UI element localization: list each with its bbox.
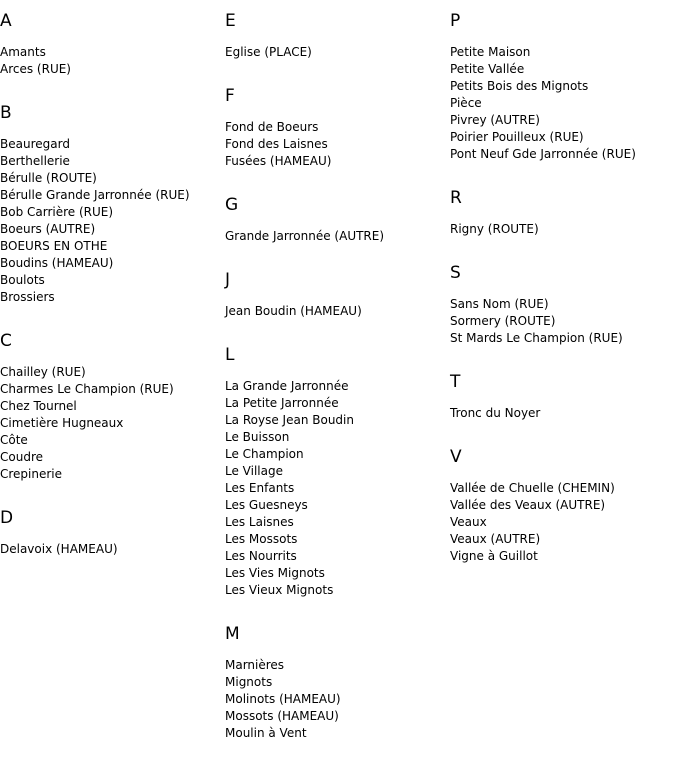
- street-link[interactable]: Fusées (HAMEAU): [225, 154, 332, 168]
- street-link[interactable]: Les Laisnes: [225, 515, 294, 529]
- street-link[interactable]: La Royse Jean Boudin: [225, 413, 354, 427]
- letter-group: [450, 10, 670, 163]
- letter-heading: J: [225, 270, 231, 290]
- street-link[interactable]: Sormery (ROUTE): [450, 314, 556, 328]
- street-link[interactable]: Jean Boudin (HAMEAU): [225, 304, 362, 318]
- letter-group: [450, 187, 670, 238]
- letter-group: [450, 371, 670, 422]
- street-link[interactable]: Amants: [0, 45, 46, 59]
- letter-heading: V: [450, 447, 462, 467]
- street-link[interactable]: Sans Nom (RUE): [450, 297, 549, 311]
- letter-group: [225, 10, 445, 61]
- street-link[interactable]: Molinots (HAMEAU): [225, 692, 341, 706]
- street-link[interactable]: Chailley (RUE): [0, 365, 86, 379]
- street-link[interactable]: Vigne à Guillot: [450, 549, 538, 563]
- street-link[interactable]: Tronc du Noyer: [450, 406, 541, 420]
- letter-group: [225, 623, 445, 742]
- street-link[interactable]: Crepinerie: [0, 467, 63, 481]
- letter-group: [450, 446, 670, 565]
- street-link[interactable]: Delavoix (HAMEAU): [0, 542, 118, 556]
- street-list: [225, 44, 445, 61]
- street-link[interactable]: Charmes Le Champion (RUE): [0, 382, 174, 396]
- street-link[interactable]: Côte: [0, 433, 28, 447]
- street-link[interactable]: BOEURS EN OTHE: [0, 239, 108, 253]
- street-link[interactable]: Moulin à Vent: [225, 726, 307, 740]
- street-list: [225, 657, 445, 742]
- street-list: [0, 541, 220, 558]
- street-link[interactable]: Cimetière Hugneaux: [0, 416, 124, 430]
- letter-heading: C: [0, 331, 12, 351]
- street-link[interactable]: Les Enfants: [225, 481, 295, 495]
- street-link[interactable]: Beauregard: [0, 137, 70, 151]
- index-column: [450, 10, 670, 589]
- street-list: [225, 303, 445, 320]
- street-list: [450, 221, 670, 238]
- street-link[interactable]: Fond des Laisnes: [225, 137, 328, 151]
- street-link[interactable]: Petite Vallée: [450, 62, 525, 76]
- street-link[interactable]: Marnières: [225, 658, 285, 672]
- letter-heading: A: [0, 11, 12, 31]
- street-link[interactable]: Vallée de Chuelle (CHEMIN): [450, 481, 615, 495]
- street-link[interactable]: Veaux: [450, 515, 487, 529]
- street-link[interactable]: Petite Maison: [450, 45, 531, 59]
- letter-heading: G: [225, 195, 239, 215]
- street-link[interactable]: Le Village: [225, 464, 283, 478]
- street-link[interactable]: Pivrey (AUTRE): [450, 113, 540, 127]
- index-column: [0, 10, 220, 582]
- street-link[interactable]: Les Vieux Mignots: [225, 583, 334, 597]
- street-link[interactable]: Berthellerie: [0, 154, 70, 168]
- letter-group: [450, 262, 670, 347]
- street-list: [0, 136, 220, 306]
- street-list: [0, 44, 220, 78]
- letter-heading: F: [225, 86, 235, 106]
- street-link[interactable]: Pont Neuf Gde Jarronnée (RUE): [450, 147, 636, 161]
- street-link[interactable]: Pièce: [450, 96, 482, 110]
- index-column: [225, 10, 445, 766]
- letter-heading: D: [0, 508, 14, 528]
- letter-group: [225, 269, 445, 320]
- street-list: [450, 44, 670, 163]
- street-link[interactable]: Le Buisson: [225, 430, 290, 444]
- letter-group: [225, 85, 445, 170]
- street-list: [225, 119, 445, 170]
- street-list: [225, 378, 445, 599]
- letter-group: [0, 10, 220, 78]
- street-link[interactable]: La Petite Jarronnée: [225, 396, 339, 410]
- letter-heading: E: [225, 11, 236, 31]
- street-link[interactable]: Chez Tournel: [0, 399, 77, 413]
- letter-heading: P: [450, 11, 461, 31]
- street-link[interactable]: Le Champion: [225, 447, 304, 461]
- letter-group: [225, 344, 445, 599]
- street-link[interactable]: Les Mossots: [225, 532, 298, 546]
- street-link[interactable]: Fond de Boeurs: [225, 120, 319, 134]
- street-link[interactable]: St Mards Le Champion (RUE): [450, 331, 623, 345]
- letter-heading: L: [225, 345, 235, 365]
- street-link[interactable]: Les Nourrits: [225, 549, 297, 563]
- street-list: [450, 480, 670, 565]
- street-link[interactable]: Coudre: [0, 450, 43, 464]
- street-link[interactable]: Boudins (HAMEAU): [0, 256, 114, 270]
- street-link[interactable]: Veaux (AUTRE): [450, 532, 541, 546]
- street-link[interactable]: Les Guesneys: [225, 498, 308, 512]
- letter-group: [0, 507, 220, 558]
- street-list: [0, 364, 220, 483]
- street-link[interactable]: La Grande Jarronnée: [225, 379, 349, 393]
- letter-heading: B: [0, 103, 12, 123]
- street-link[interactable]: Petits Bois des Mignots: [450, 79, 589, 93]
- street-link[interactable]: Vallée des Veaux (AUTRE): [450, 498, 606, 512]
- letter-heading: T: [450, 372, 461, 392]
- letter-group: [0, 330, 220, 483]
- street-link[interactable]: Les Vies Mignots: [225, 566, 325, 580]
- street-link[interactable]: Mignots: [225, 675, 273, 689]
- street-link[interactable]: Brossiers: [0, 290, 55, 304]
- street-link[interactable]: Grande Jarronnée (AUTRE): [225, 229, 385, 243]
- street-link[interactable]: Mossots (HAMEAU): [225, 709, 339, 723]
- street-link[interactable]: Bob Carrière (RUE): [0, 205, 114, 219]
- street-link[interactable]: Rigny (ROUTE): [450, 222, 539, 236]
- street-list: [225, 228, 445, 245]
- street-list: [450, 405, 670, 422]
- letter-heading: M: [225, 624, 240, 644]
- letter-group: [225, 194, 445, 245]
- street-link[interactable]: Arces (RUE): [0, 62, 71, 76]
- letter-group: [0, 102, 220, 306]
- street-link[interactable]: Eglise (PLACE): [225, 45, 312, 59]
- street-link[interactable]: Boeurs (AUTRE): [0, 222, 96, 236]
- letter-heading: S: [450, 263, 461, 283]
- street-link[interactable]: Poirier Pouilleux (RUE): [450, 130, 584, 144]
- street-link[interactable]: Bérulle (ROUTE): [0, 171, 97, 185]
- street-link[interactable]: Boulots: [0, 273, 45, 287]
- street-list: [450, 296, 670, 347]
- letter-heading: R: [450, 188, 462, 208]
- street-link[interactable]: Bérulle Grande Jarronnée (RUE): [0, 188, 190, 202]
